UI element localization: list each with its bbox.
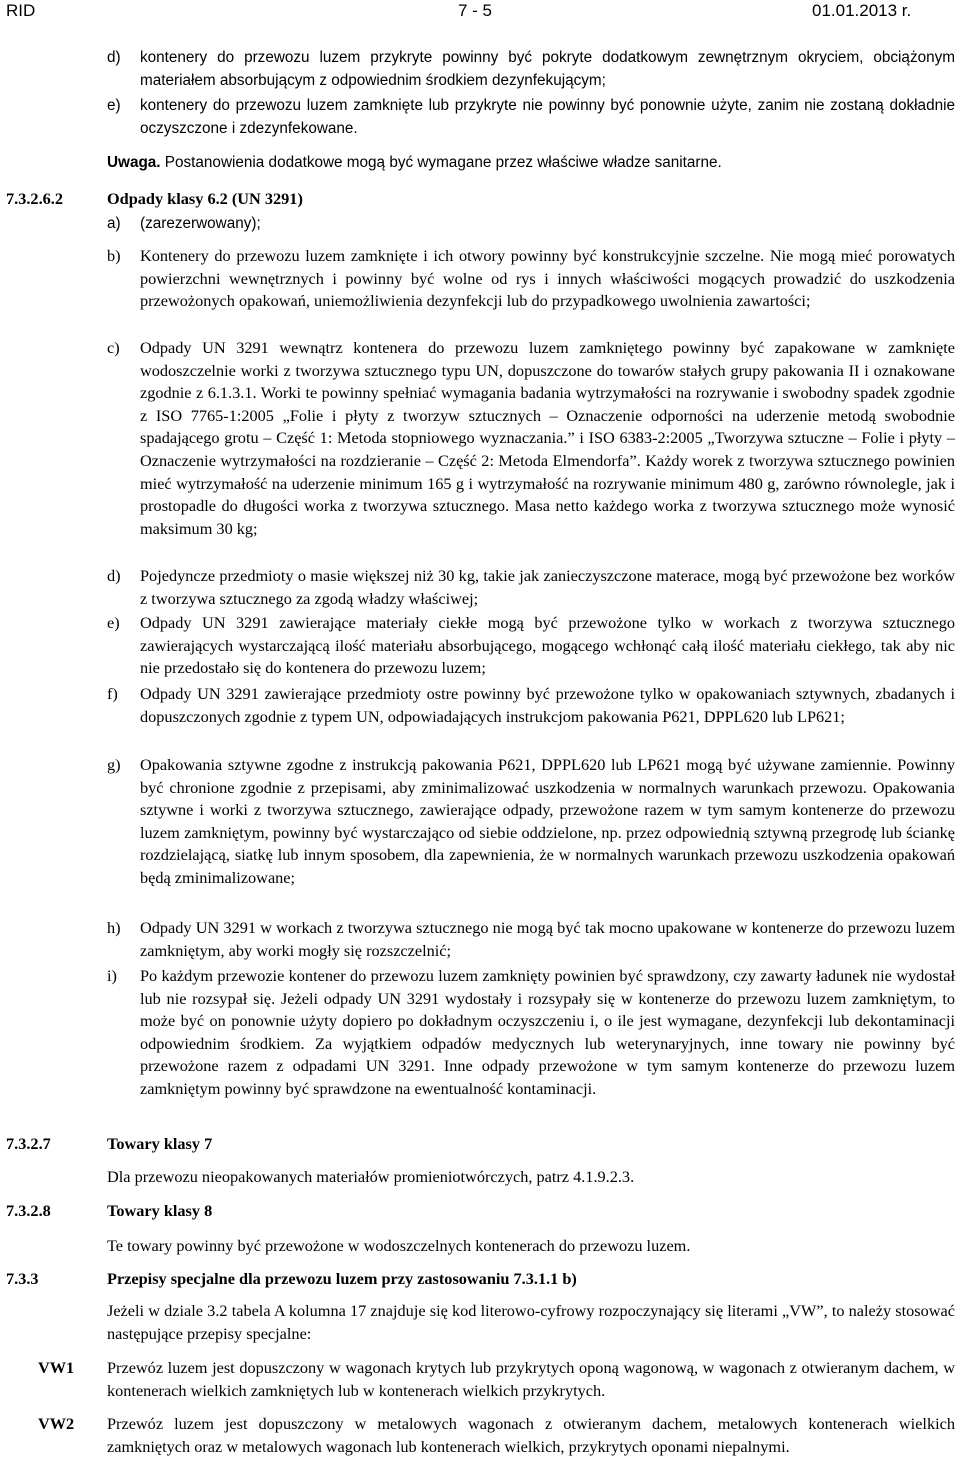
list-item-text: Odpady UN 3291 wewnątrz kontenera do przewozu luzem zamkniętego powinny być zapakowane w zamknięte wodoszczelnie worki z tworzywa sztucznego typu UN, dopuszczone do towarów stałych grupy pakowania II i oznakowane zgodnie z 6.1.3.1. Worki te powinny spełniać wymagania badania wytrzymałości na rozrywanie i swobodny spadek zgodnie z ISO 7765-1:2005 „Folie i płyty z tworzyw sztucznych – Oznaczenie odporności na uderzenie metodą swobodnie spadającego grotu – Część 1: Metoda stopniowego wyznaczania.” i ISO 6383-2:2005 „Tworzywa sztuczne – Folie i płyty – Oznaczenie wytrzymałości na rozdzieranie – Część 2: Metoda Elmendorfa”. Każdy worek z tworzywa sztucznego powinien mieć wytrzymałość na uderzenie minimum 165 g i wytrzymałość na rozrywanie minimum 480 g, zarówno równolegle, jak i prostopadle do długości worka z tworzywa sztucznego. Masa netto każdego worka z tworzywa sztucznego może wynosić maksimum 30 kg;: [140, 338, 955, 538]
section-title: Towary klasy 8: [107, 1201, 213, 1220]
list-item-label: h): [107, 918, 121, 937]
section-title: Odpady klasy 6.2 (UN 3291): [107, 189, 303, 208]
section-title: Przepisy specjalne dla przewozu luzem przy zastosowaniu 7.3.1.1 b): [107, 1269, 577, 1288]
list-item-text: Po każdym przewozie kontener do przewozu luzem zamknięty powinien być sprawdzony, czy zawarty ładunek nie wydostał lub nie rozsypał się. Jeżeli odpady UN 3291 wydostały i rozsypały się w kontenerze do przewozu luzem zamkniętym, to może być on ponownie użyty dopiero po dokładnym oczyszczeniu i, o ile jest wymagane, dezynfekcji lub dekontaminacji odpowiednim środkiem. Za wyjątkiem odpadów medycznych lub weterynaryjnych, inne towary nie powinny być przewożone razem z odpadami UN 3291. Inne odpady przewożone w tym samym kontenerze do przewozu luzem zamkniętym powinny być sprawdzone na ewentualność kontaminacji.: [140, 966, 955, 1098]
list-item: [107, 754, 955, 890]
list-item-label: a): [107, 215, 121, 232]
list-item-text: Odpady UN 3291 zawierające materiały ciekłe mogą być przewożone tylko w workach z tworzywa sztucznego zawierających wystarczającą ilość materiału absorbującego, mogącego wchłonąć całą ilość materiału ciekłego, tak aby nic nie przedostało się do kontenera do przewozu luzem;: [140, 613, 955, 678]
list-item-label: b): [107, 246, 121, 265]
section-number: 7.3.3: [6, 1269, 39, 1288]
list-item-label: e): [107, 97, 121, 114]
header-doc-code: RID: [6, 1, 36, 20]
list-item-text: kontenery do przewozu luzem zamknięte lub przykryte nie powinny być ponownie użyte, zanim nie zostaną dokładnie oczyszczone i zdezynfekowane.: [140, 97, 955, 137]
section-text: Te towary powinny być przewożone w wodoszczelnych kontenerach do przewozu luzem.: [107, 1236, 691, 1255]
list-item-text: (zarezerwowany);: [140, 215, 261, 232]
list-item: [107, 337, 955, 540]
header-page-number: 7 - 5: [458, 1, 493, 20]
provision-code: VW2: [38, 1414, 75, 1433]
list-item: [107, 612, 955, 680]
list-item-label: c): [107, 338, 120, 357]
list-item-text: Odpady UN 3291 w workach z tworzywa sztucznego nie mogą być tak mocno upakowane w kontenerze do przewozu luzem zamkniętym, aby worki mogły się rozszczelnić;: [140, 918, 955, 960]
list-item-label: f): [107, 684, 118, 703]
list-item-text: Pojedyncze przedmioty o masie większej niż 30 kg, takie jak zanieczyszczone materace, mogą być przewożone bez worków z tworzywa sztucznego za zgodą władzy właściwej;: [140, 566, 955, 608]
provision-text: Przewóz luzem jest dopuszczony w metalowych wagonach z otwieranym dachem, metalowych kontenerach wielkich zamkniętych oraz w metalowych wagonach lub kontenerach wielkich, przykrytych oponami niepalnymi.: [107, 1414, 955, 1456]
section-text: Dla przewozu nieopakowanych materiałów promieniotwórczych, patrz 4.1.9.2.3.: [107, 1167, 635, 1186]
list-item-text: Kontenery do przewozu luzem zamknięte i ich otwory powinny być konstrukcyjnie szczelne. Nie mogą mieć porowatych powierzchni wewnętrznych i powinny być wolne od rys i innych właściwości mogących prowadzić do uszkodzenia przewożonych opakowań, uniemożliwienia dezynfekcji lub do przypadkowego uwolnienia zawartości;: [140, 246, 955, 311]
list-item-label: e): [107, 613, 120, 632]
provision-text: Przewóz luzem jest dopuszczony w wagonach krytych lub przykrytych oponą wagonową, w wagonach z otwieranym dachem, w kontenerach wielkich zamkniętych lub w kontenerach wielkich przykrytych.: [107, 1358, 955, 1400]
section-number: 7.3.2.6.2: [6, 189, 63, 208]
list-item: [107, 95, 955, 140]
section-number: 7.3.2.8: [6, 1201, 51, 1220]
list-item-label: i): [107, 966, 117, 985]
list-item-text: kontenery do przewozu luzem przykryte powinny być pokryte dodatkowym zewnętrznym okryciem, obciążonym materiałem absorbującym z odpowiednim środkiem dezynfekującym;: [140, 49, 955, 89]
list-item-text: Odpady UN 3291 zawierające przedmioty ostre powinny być przewożone tylko w opakowaniach sztywnych, zbadanych i dopuszczonych zgodnie z typem UN, odpowiadających instrukcjom pakowania P621, DPPL620 lub LP621;: [140, 684, 955, 726]
list-item: [107, 683, 955, 728]
list-item-label: g): [107, 755, 121, 774]
list-item: [107, 965, 955, 1101]
list-item-text: Opakowania sztywne zgodne z instrukcją pakowania P621, DPPL620 lub LP621 mogą być używane zamiennie. Powinny być chronione zgodnie z przepisami, aby zminimalizować uszkodzenia w normalnych warunkach przewozu. Opakowania sztywne i worki z tworzywa sztucznego, zawierające odpady, przewożone razem w tym samym kontenerze do przewozu luzem zamkniętym, powinny być wystarczająco od siebie oddzielone, np. przez odpowiednią sztywną przegrodę lub ściankę rozdzielającą, siatkę lub innym sposobem, dla zapewnienia, że w normalnych warunkach przewozu uszkodzenia opakowań będą zminimalizowane;: [140, 755, 955, 887]
list-item: [107, 565, 955, 610]
note-label: Uwaga.: [107, 154, 161, 171]
note: [107, 152, 722, 175]
section-intro: Jeżeli w dziale 3.2 tabela A kolumna 17 znajduje się kod literowo-cyfrowy rozpoczynający się literami „VW”, to należy stosować następujące przepisy specjalne:: [107, 1301, 955, 1343]
list-item: [107, 245, 955, 313]
provision-code: VW1: [38, 1358, 75, 1377]
note-text: Postanowienia dodatkowe mogą być wymagane przez właściwe władze sanitarne.: [160, 154, 722, 171]
list-item-label: d): [107, 566, 121, 585]
list-item-label: d): [107, 49, 121, 66]
section-number: 7.3.2.7: [6, 1134, 51, 1153]
header-date: 01.01.2013 r.: [812, 1, 912, 20]
list-item: [107, 917, 955, 962]
section-title: Towary klasy 7: [107, 1134, 213, 1153]
list-item: [107, 213, 955, 236]
list-item: [107, 47, 955, 92]
